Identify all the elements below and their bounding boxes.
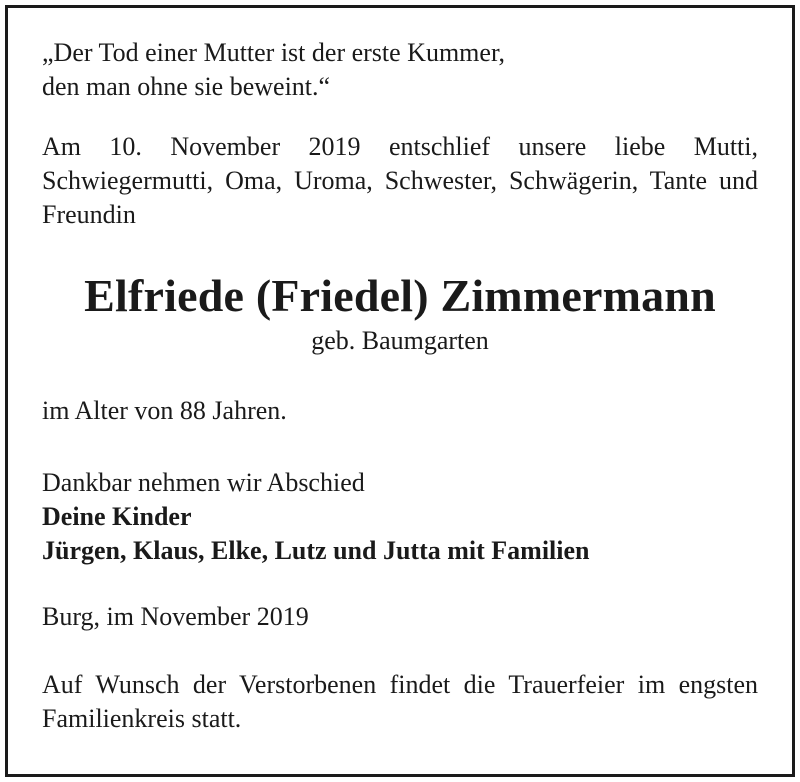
deceased-name: Elfriede (Friedel) Zimmermann (84, 270, 716, 321)
place-date: Burg, im November 2019 (42, 602, 309, 631)
age-text: im Alter von 88 Jahren. (42, 396, 287, 425)
announcement-text: Am 10. November 2019 entschlief unsere liebe Mutti, Schwiegermutti, Oma, Uroma, Schwester, Schwägerin, Tante und Freundin (42, 132, 758, 229)
children-names: Jürgen, Klaus, Elke, Lutz und Jutta mit Familien (42, 536, 590, 565)
quote-line-2: den man ohne sie beweint.“ (42, 72, 331, 101)
obituary-content (42, 36, 758, 736)
obituary-frame (5, 5, 795, 777)
thanks-block (42, 466, 758, 568)
quote-block (42, 36, 758, 104)
funeral-note: Auf Wunsch der Verstorbenen findet die Trauerfeier im engsten Familienkreis statt. (42, 670, 758, 733)
quote-line-1: „Der Tod einer Mutter ist der erste Kummer, (42, 38, 506, 67)
children-heading: Deine Kinder (42, 502, 192, 531)
birth-name: geb. Baumgarten (311, 326, 489, 355)
thanks-line: Dankbar nehmen wir Abschied (42, 468, 365, 497)
